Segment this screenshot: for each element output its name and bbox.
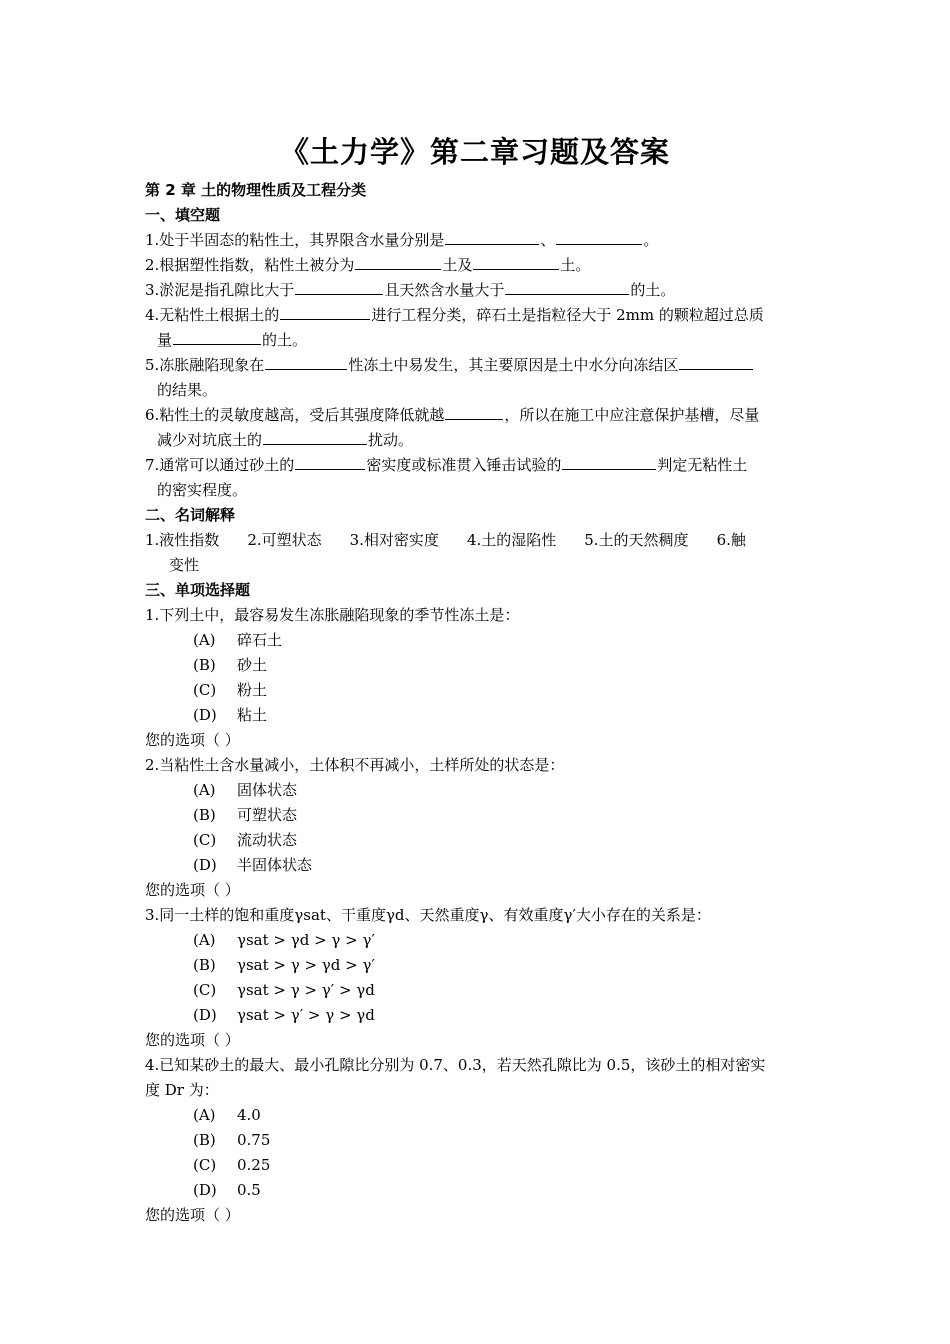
fill-question-7: 7.通常可以通过砂土的 密实度或标准贯入锤击试验的 判定无粘性土: [145, 456, 748, 474]
question-2-stem: 2.当粘性土含水量减小，土体积不再减小，土样所处的状态是：: [145, 756, 565, 774]
question-2-option-c[interactable]: (C) 流动状态: [193, 831, 298, 849]
fill-question-4: 4.无粘性土根据土的 进行工程分类，碎石土是指粒径大于 2mm 的颗粒超过总质: [145, 306, 764, 324]
question-1-stem: 1.下列土中，最容易发生冻胀融陷现象的季节性冻土是：: [145, 606, 520, 624]
document-title: 《土力学》第二章习题及答案: [279, 135, 670, 169]
answer-blank[interactable]: [263, 429, 367, 445]
answer-blank[interactable]: [173, 329, 261, 345]
term-2: 2.可塑状态: [247, 531, 322, 549]
question-3-answer[interactable]: 您的选项（ ）: [145, 1031, 240, 1049]
term-5: 5.土的天然稠度: [584, 531, 689, 549]
answer-blank[interactable]: [473, 254, 559, 270]
question-1-option-b[interactable]: (B) 砂土: [193, 656, 268, 674]
answer-blank[interactable]: [679, 354, 753, 370]
question-3-option-a[interactable]: (A) γsat > γd > γ > γ′: [193, 931, 375, 949]
term-3: 3.相对密实度: [349, 531, 439, 549]
answer-blank[interactable]: [295, 279, 383, 295]
question-4-option-b[interactable]: (B) 0.75: [193, 1131, 271, 1149]
section-fill-heading: 一、填空题: [145, 206, 221, 224]
question-2-option-b[interactable]: (B) 可塑状态: [193, 806, 298, 824]
answer-blank[interactable]: [505, 279, 629, 295]
term-6-cont: 变性: [169, 556, 200, 574]
question-1-option-d[interactable]: (D) 粘土: [193, 706, 268, 724]
question-4-stem-cont: 度 Dr 为：: [145, 1081, 219, 1099]
answer-blank[interactable]: [556, 229, 642, 245]
question-3-stem: 3.同一土样的饱和重度γsat、干重度γd、天然重度γ、有效重度γ′大小存在的关系是：: [145, 906, 711, 924]
term-4: 4.土的湿陷性: [466, 531, 557, 549]
question-1-option-c[interactable]: (C) 粉土: [193, 681, 268, 699]
answer-blank[interactable]: [295, 454, 365, 470]
answer-blank[interactable]: [445, 229, 539, 245]
answer-blank[interactable]: [280, 304, 370, 320]
fill-question-5-cont: 的结果。: [157, 381, 218, 399]
question-3-option-d[interactable]: (D) γsat > γ′ > γ > γd: [193, 1006, 375, 1024]
answer-blank[interactable]: [265, 354, 347, 370]
answer-blank[interactable]: [445, 404, 503, 420]
fill-question-7-cont: 的密实程度。: [157, 481, 248, 499]
question-1-answer[interactable]: 您的选项（ ）: [145, 731, 240, 749]
question-4-stem: 4.已知某砂土的最大、最小孔隙比分别为 0.7、0.3，若天然孔隙比为 0.5，该砂土的相对密实: [145, 1056, 766, 1074]
question-1-option-a[interactable]: (A) 碎石土: [193, 631, 283, 649]
fill-question-3: 3.淤泥是指孔隙比大于 且天然含水量大于 的土。: [145, 281, 676, 299]
terms-list: [145, 528, 810, 553]
fill-question-4-cont: 量 的土。: [157, 331, 308, 349]
answer-blank[interactable]: [562, 454, 656, 470]
document-body: [145, 178, 810, 1228]
question-2-answer[interactable]: 您的选项（ ）: [145, 881, 240, 899]
question-3-option-b[interactable]: (B) γsat > γ > γd > γ′: [193, 956, 375, 974]
question-4-option-d[interactable]: (D) 0.5: [193, 1181, 261, 1199]
term-1: 1.液性指数: [145, 531, 220, 549]
question-2-option-d[interactable]: (D) 半固体状态: [193, 856, 313, 874]
fill-question-2: 2.根据塑性指数，粘性土被分为 土及 土。: [145, 256, 591, 274]
question-4-answer[interactable]: 您的选项（ ）: [145, 1206, 240, 1224]
chapter-heading: 第 2 章 土的物理性质及工程分类: [145, 181, 367, 199]
fill-question-1: 1.处于半固态的粘性土，其界限含水量分别是 、 。: [145, 231, 659, 249]
section-terms-heading: 二、名词解释: [145, 506, 236, 524]
fill-question-5: 5.冻胀融陷现象在 性冻土中易发生，其主要原因是土中水分向冻结区: [145, 353, 810, 378]
question-4-option-a[interactable]: (A) 4.0: [193, 1106, 261, 1124]
section-choice-heading: 三、单项选择题: [145, 581, 251, 599]
question-2-option-a[interactable]: (A) 固体状态: [193, 781, 298, 799]
question-4-option-c[interactable]: (C) 0.25: [193, 1156, 271, 1174]
fill-question-6-cont: 减少对坑底土的 扰动。: [157, 431, 414, 449]
fill-question-6: 6.粘性土的灵敏度越高，受后其强度降低就越 ，所以在施工中应注意保护基槽，尽量: [145, 406, 760, 424]
question-3-option-c[interactable]: (C) γsat > γ > γ′ > γd: [193, 981, 375, 999]
answer-blank[interactable]: [355, 254, 441, 270]
term-6: 6.触: [716, 531, 746, 549]
